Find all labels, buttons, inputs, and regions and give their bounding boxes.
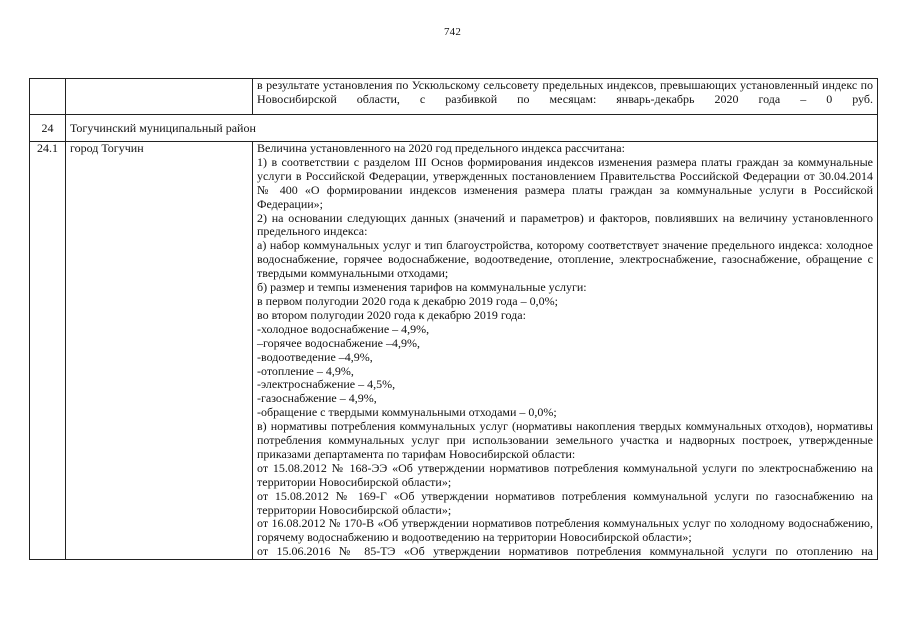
calculation-text-cell [253, 79, 878, 115]
tariff-list-item: -электроснабжение – 4,5%, [257, 377, 396, 392]
table-row-continuation [30, 79, 878, 115]
paragraph: б) размер и темпы изменения тарифов на коммунальные услуги: [257, 280, 587, 295]
continuation-paragraph: в результате установления по Ускюльскому сельсовету предельных индексов, превышающих установленный индекс по Новосибирской области, с разбивкой по месяцам: январь-декабрь 2020 года – 0 руб. [257, 78, 873, 106]
order-reference: от 15.06.2016 № 85-ТЭ «Об утверждении нормативов потребления коммунальной услуги по отоплению на [257, 544, 873, 559]
row-number-cell: 24 [30, 115, 66, 142]
municipality-cell [66, 79, 253, 115]
index-table [29, 78, 878, 560]
paragraph: Величина установленного на 2020 год предельного индекса рассчитана: [257, 141, 625, 155]
paragraph: 2) на основании следующих данных (значений и параметров) и факторов, повлиявших на величину установленного предельного индекса: [257, 210, 873, 239]
tariff-list-item: –горячее водоснабжение –4,9%, [257, 335, 420, 350]
paragraph: а) набор коммунальных услуг и тип благоустройства, которому соответствует значение предельного индекса: холодное водоснабжение, горячее водоснабжение, водоотведение, отопление, электроснабжение, газоснабжение, обращение с твердыми коммунальными отходами; [257, 238, 873, 281]
table-row-24-1 [30, 142, 878, 560]
page-number: 742 [443, 26, 462, 38]
row-number-cell [30, 79, 66, 115]
tariff-list-item: -холодное водоснабжение – 4,9%, [257, 321, 430, 336]
order-reference: от 15.08.2012 № 168-ЭЭ «Об утверждении нормативов потребления коммунальной услуги по электроснабжению на территории Новосибирской области»; [257, 460, 873, 489]
table-row-24 [30, 115, 878, 142]
paragraph: в первом полугодии 2020 года к декабрю 2019 года – 0,0%; [257, 293, 558, 308]
paragraph: во втором полугодии 2020 года к декабрю 2019 года: [257, 307, 526, 322]
tariff-list-item: -газоснабжение – 4,9%, [257, 391, 377, 406]
district-name-cell: Тогучинский муниципальный район [66, 115, 878, 142]
tariff-list-item: -обращение с твердыми коммунальными отходами – 0,0%; [257, 405, 557, 420]
calculation-text-cell [253, 142, 878, 560]
tariff-list-item: -отопление – 4,9%, [257, 363, 354, 378]
order-reference: от 16.08.2012 № 170-В «Об утверждении нормативов потребления коммунальных услуг по холодному водоснабжению, горячему водоснабжению и водоотведению на территории Новосибирской области»; [257, 516, 873, 545]
paragraph: в) нормативы потребления коммунальных услуг (нормативы накопления твердых коммунальных отходов), нормативы потребления коммунальных услуг при использовании земельного участка и надворных построек, утвержденные приказами департамента по тарифам Новосибирской области: [257, 419, 873, 461]
paragraph: 1) в соответствии с разделом III Основ формирования индексов изменения размера платы граждан за коммунальные услуги в Российской Федерации, утвержденных постановлением Правительства Российской Федерации от 30.04.2014 № 400 «О формировании индексов изменения размера платы граждан за коммунальные услуги в Российской Федерации»; [257, 154, 873, 211]
municipality-cell: город Тогучин [66, 142, 253, 560]
tariff-list-item: -водоотведение –4,9%, [257, 349, 373, 364]
order-reference: от 15.08.2012 № 169-Г «Об утверждении нормативов потребления коммунальной услуги по газоснабжению на территории Новосибирской области»; [257, 488, 873, 517]
row-number-cell: 24.1 [30, 142, 66, 560]
